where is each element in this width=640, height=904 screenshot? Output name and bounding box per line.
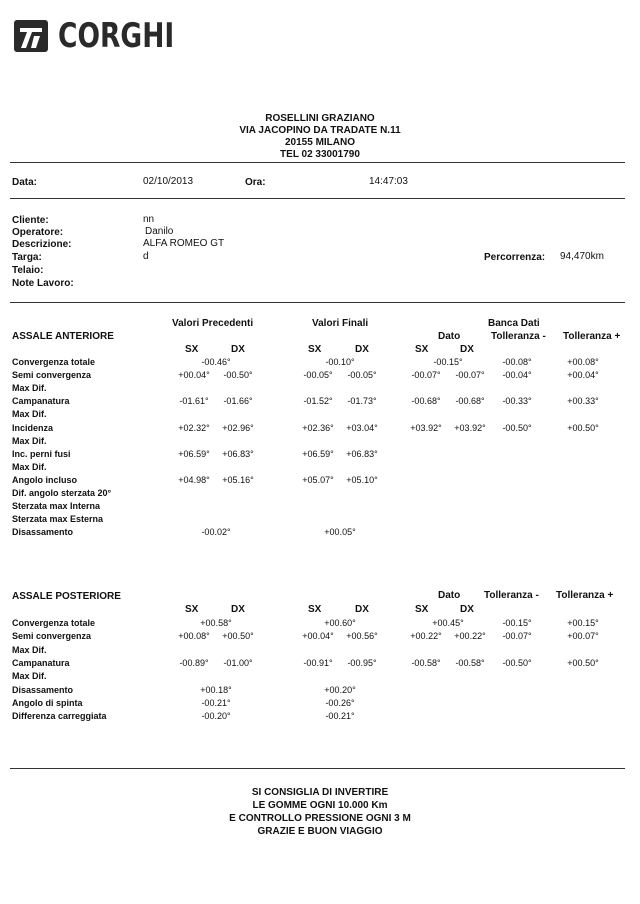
cell-fin-dx: +00.56° <box>346 631 378 642</box>
descrizione-label: Descrizione: <box>12 239 72 250</box>
tol-minus-header: Tolleranza - <box>484 590 539 601</box>
cell-prev-sx: +00.08° <box>178 631 210 642</box>
cell-dato-dx: -00.58° <box>455 657 485 668</box>
cell-fin-dx: -01.73° <box>347 396 377 407</box>
cell-dato-sx: +03.92° <box>410 422 442 433</box>
cell-tplus: +00.50° <box>567 657 599 668</box>
cell-fin-sx: +06.59° <box>302 448 334 459</box>
cell-prev-dx: +00.50° <box>222 631 254 642</box>
date-value: 02/10/2013 <box>143 176 194 187</box>
cell-prev-dx: +06.83° <box>222 448 254 459</box>
col-bank-header: Banca Dati <box>488 318 540 329</box>
row-label: Sterzata max Esterna <box>12 514 104 525</box>
cell-prev-sx: +00.04° <box>178 370 210 381</box>
sx-header: SX <box>185 344 199 355</box>
cell-tmin: -00.50° <box>502 422 532 433</box>
cell-fin-dx: +05.10° <box>346 474 378 485</box>
cell-fin-c: -00.26° <box>325 697 355 708</box>
row-label: Sterzata max Interna <box>12 501 101 512</box>
cell-tplus: +00.15° <box>567 618 599 628</box>
row-label: Differenza carreggiata <box>12 711 107 722</box>
sx-header: SX <box>308 344 322 355</box>
row-label: Incidenza <box>12 422 54 433</box>
cell-fin-c: +00.60° <box>324 618 356 628</box>
targa-label: Targa: <box>12 252 42 263</box>
footer-line: SI CONSIGLIA DI INVERTIRE <box>251 787 389 798</box>
tol-plus-header: Tolleranza + <box>556 590 614 601</box>
col-final-header: Valori Finali <box>312 318 369 329</box>
dx-header: DX <box>231 604 245 615</box>
telaio-label: Telaio: <box>12 265 44 276</box>
row-label: Disassamento <box>12 527 74 538</box>
dato-header: Dato <box>438 331 461 342</box>
divider <box>10 198 625 199</box>
row-label: Campanatura <box>12 396 70 407</box>
row-label: Max Dif. <box>12 671 47 682</box>
corghi-logo-icon <box>12 16 52 56</box>
cell-dato-c: -00.15° <box>433 357 463 367</box>
row-label: Semi convergenza <box>12 631 92 642</box>
sx-header: SX <box>185 604 199 615</box>
footer-line: GRAZIE E BUON VIAGGIO <box>257 826 383 837</box>
cliente-label: Cliente: <box>12 215 49 226</box>
row-label: Max Dif. <box>12 383 47 394</box>
cell-tmin: -00.04° <box>502 370 532 381</box>
cell-dato-dx: -00.07° <box>455 370 485 381</box>
cell-prev-sx: +06.59° <box>178 448 210 459</box>
cell-fin-dx: -00.95° <box>347 657 377 668</box>
row-label: Disassamento <box>12 684 74 695</box>
targa-value: d <box>143 251 149 262</box>
cell-fin-sx: -01.52° <box>303 396 333 407</box>
sx-header: SX <box>415 344 429 355</box>
dato-header: Dato <box>438 590 461 601</box>
cell-fin-sx: -00.05° <box>303 370 333 381</box>
date-label: Data: <box>12 177 38 188</box>
col-prev-header: Valori Precedenti <box>172 318 254 329</box>
cell-prev-c: -00.02° <box>201 527 231 538</box>
row-label: Inc. perni fusi <box>12 448 71 459</box>
cell-fin-dx: +03.04° <box>346 422 378 433</box>
tol-plus-header: Tolleranza + <box>563 331 621 342</box>
operatore-value: Danilo <box>145 226 174 237</box>
cell-prev-c: +00.58° <box>200 618 232 628</box>
cell-tmin: -00.15° <box>502 618 532 628</box>
dx-header: DX <box>460 604 474 615</box>
time-label: Ora: <box>245 177 266 188</box>
row-label: Max Dif. <box>12 644 47 655</box>
divider <box>10 162 625 163</box>
row-label: Convergenza totale <box>12 618 96 628</box>
cell-dato-dx: +00.22° <box>454 631 486 642</box>
cell-tplus: +00.07° <box>567 631 599 642</box>
shop-name: ROSELLINI GRAZIANO <box>265 113 375 124</box>
cell-prev-sx: -01.61° <box>179 396 209 407</box>
cell-prev-c: -00.20° <box>201 711 231 722</box>
time-value: 14:47:03 <box>369 176 408 187</box>
front-axle-title: ASSALE ANTERIORE <box>12 331 114 342</box>
cell-tmin: -00.50° <box>502 657 532 668</box>
cell-tplus: +00.33° <box>567 396 599 407</box>
cell-prev-dx: -01.00° <box>223 657 253 668</box>
cell-tplus: +00.50° <box>567 422 599 433</box>
dx-header: DX <box>231 344 245 355</box>
divider <box>10 302 625 303</box>
cell-tplus: +00.04° <box>567 370 599 381</box>
percorrenza-label: Percorrenza: <box>484 252 546 263</box>
row-label: Angolo di spinta <box>12 697 83 708</box>
tol-minus-header: Tolleranza - <box>491 331 546 342</box>
cell-dato-sx: -00.58° <box>411 657 441 668</box>
dx-header: DX <box>355 604 369 615</box>
footer-line: LE GOMME OGNI 10.000 Km <box>252 800 388 811</box>
sx-header: SX <box>415 604 429 615</box>
cell-prev-dx: +05.16° <box>222 474 254 485</box>
operatore-label: Operatore: <box>12 227 64 238</box>
row-label: Max Dif. <box>12 435 47 446</box>
divider <box>10 768 625 769</box>
sx-header: SX <box>308 604 322 615</box>
row-label: Max Dif. <box>12 461 47 472</box>
cell-fin-sx: +05.07° <box>302 474 334 485</box>
shop-address: VIA JACOPINO DA TRADATE N.11 <box>239 125 401 136</box>
cell-fin-dx: -00.05° <box>347 370 377 381</box>
row-label: Campanatura <box>12 657 70 668</box>
shop-city: 20155 MILANO <box>284 137 356 148</box>
cell-prev-sx: -00.89° <box>179 657 209 668</box>
shop-phone: TEL 02 33001790 <box>280 149 360 160</box>
note-label: Note Lavoro: <box>12 278 74 289</box>
cell-tmin: -00.08° <box>502 357 532 367</box>
cell-dato-sx: -00.07° <box>411 370 441 381</box>
percorrenza-value: 94,470km <box>560 251 604 262</box>
cell-fin-c: +00.20° <box>324 684 356 695</box>
cell-fin-c: -00.21° <box>325 711 355 722</box>
cell-dato-dx: -00.68° <box>455 396 485 407</box>
logo-text: CORGHI <box>58 16 175 56</box>
row-label: Angolo incluso <box>12 474 77 485</box>
rear-axle-title: ASSALE POSTERIORE <box>12 591 121 602</box>
row-label: Dif. angolo sterzata 20° <box>12 488 112 498</box>
corghi-logo <box>12 14 175 60</box>
cell-prev-c: +00.18° <box>200 684 232 695</box>
cell-fin-sx: +02.36° <box>302 422 334 433</box>
row-label: Semi convergenza <box>12 370 92 381</box>
cell-dato-sx: -00.68° <box>411 396 441 407</box>
cell-dato-c: +00.45° <box>432 618 464 628</box>
cell-prev-dx: -00.50° <box>223 370 253 381</box>
cell-fin-c: -00.10° <box>325 357 355 367</box>
cell-prev-dx: +02.96° <box>222 422 254 433</box>
cell-fin-dx: +06.83° <box>346 448 378 459</box>
cell-tmin: -00.07° <box>502 631 532 642</box>
cell-prev-c: -00.46° <box>201 357 231 367</box>
row-label: Max Dif. <box>12 409 47 420</box>
dx-header: DX <box>355 344 369 355</box>
cliente-value: nn <box>143 214 155 225</box>
cell-dato-dx: +03.92° <box>454 422 486 433</box>
cell-prev-sx: +02.32° <box>178 422 210 433</box>
cell-tplus: +00.08° <box>567 357 599 367</box>
cell-prev-c: -00.21° <box>201 697 231 708</box>
descrizione-value: ALFA ROMEO GT <box>143 238 225 249</box>
cell-fin-sx: -00.91° <box>303 657 333 668</box>
dx-header: DX <box>460 344 474 355</box>
row-label: Convergenza totale <box>12 357 96 367</box>
footer-line: E CONTROLLO PRESSIONE OGNI 3 M <box>229 813 411 824</box>
cell-fin-c: +00.05° <box>324 527 356 538</box>
cell-fin-sx: +00.04° <box>302 631 334 642</box>
cell-dato-sx: +00.22° <box>410 631 442 642</box>
cell-tmin: -00.33° <box>502 396 532 407</box>
cell-prev-dx: -01.66° <box>223 396 253 407</box>
cell-prev-sx: +04.98° <box>178 474 210 485</box>
